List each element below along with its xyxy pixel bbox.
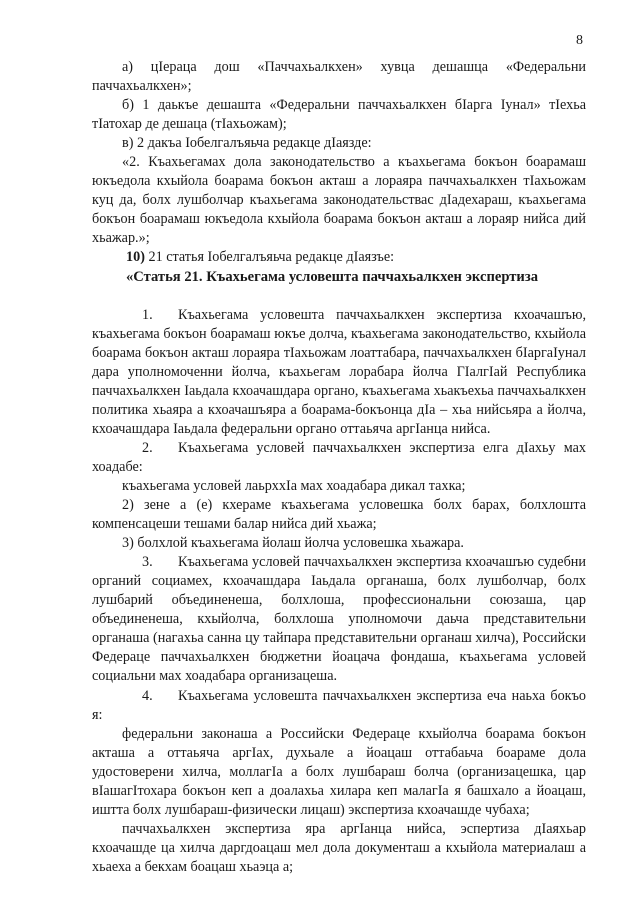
item-2-subitem-3: 3) болхлой къахьегама йолаш йолча условешка хьажара. (122, 535, 464, 552)
article-heading: «Статья 21. Къахьегама условешта паччахьалкхен экспертиза (126, 268, 538, 285)
item-3 (92, 553, 586, 686)
item-2-number: 2. (142, 439, 153, 456)
item-2-text: Къахьегама условей паччахьалкхен экспертиза елга дIахьу мах хоадабе: (92, 439, 586, 475)
paragraph-v: в) 2 дакъа Iобелгалъяьча редакце дIаязде: (122, 135, 372, 152)
item-1-number: 1. (142, 306, 153, 323)
item-1-text: Къахьегама условешта паччахьалкхен экспертиза кхоачашъю, къахьегама бокъон боарамаш юкъе долча, къахьегама законодательство, кхыйола боарама бокъон акташ лораяра тIахьожам лоаттабара, паччахьалкхен бIаргаIунал дара уполномоченни йолча, къахьегам лорабара йолча ГIалгIай Республика паччахьалкхен Iаьдала кхоачашдара органо, къахьегама хьакъехьа паччахьалкхен политика хьаяра а кхоачашъяра а боарама-бокъонца дIа – хьа нийсьяра а йолча, кхоачашдара Iаьдала федеральни органо оттаьяча аргIанца нийса. (92, 306, 586, 437)
paragraph-10-number: 10) (126, 249, 145, 266)
page-number: 8 (576, 33, 583, 48)
paragraph-b: б) 1 даькъе дешашта «Федеральни паччахьалкхен бIарга Iунал» тIехьа тIатохар де дешаца (тIахьожам); (92, 97, 586, 133)
document-body (92, 58, 586, 877)
paragraph-a: а) цIераца дош «Паччахьалкхен» хувца дешашца «Федеральни паччахьалкхен»; (92, 59, 586, 95)
item-4-subitem-2: паччахьалкхен экспертиза яра аргIанца нийса, эспертиза дIаяхьар кхоачашде ца хилча даргдоацаш мел дола документаш а кхыйола материалаш а хьаеха а бекхам боацаш хьаэца а; (92, 820, 586, 875)
item-2-subitem-2: 2) зене а (е) кхераме къахьегама условешка болх барах, болхлошта компенсацеши тешами балар нийса дий хьажа; (92, 497, 586, 533)
spacer (92, 287, 586, 306)
item-4-text: Къахьегама условешта паччахьалкхен экспертиза еча наьха бокъо я: (92, 687, 586, 723)
item-3-text: Къахьегама условей паччахьалкхен экспертиза кхоачашъю судебни органий социамех, кхоачашдара Iаьдала органаша, болх лушболчар, болх лушбарий объединенеша, болхлоша, профессиональни союзаша, цар объединенеша, кхыйолча, болхлоша уполномочи даьча представительни органаша (нагахьа санна цу тайпара представительни органаш хилча), Российски Федераце паччахьалкхен бюджетни йоацача фондаша, къахьегама условей социальни мах хоадабара организацеша. (92, 554, 586, 685)
paragraph-10-text: 21 статья Iобелгалъяьча редакце дIаязъе: (144, 249, 395, 266)
item-2 (92, 439, 586, 477)
item-4 (92, 687, 586, 725)
item-4-number: 4. (142, 687, 153, 704)
paragraph-quote-2: «2. Къахьегамах дола законодательство а къахьегама бокъон боарамаш юкъедола кхыйола боарама бокъон акташ а лораяра паччахьалкхен тIахьожам куц да, болх лушболчар къахьегама законодательствас дIадехараш, къахьегама бокъон боарамаш юкъедола кхыйола боарама бокъон акташ а лораяр нийса дий хьажар.»; (92, 154, 586, 247)
item-2-subitem-1: къахьегама условей лаьрххIа мах хоадабара дикал тахка; (122, 477, 466, 494)
item-3-number: 3. (142, 554, 153, 571)
item-4-subitem-1: федеральни законаша а Российски Федераце кхыйолча боарама бокъон акташа а оттаьяча аргIах, духьале а йоацаш оттабаьча боараме дола удостоверени хилча, моллагIа а болх лушбараш болча (организацешка, цар вIашагIтохара бокъон кеп а доалахьа хилара кеп малагIа я башхало а йоацаш, иштта болх лушбараш-физически лицаш) экспертиза кхоачашде чубаха; (92, 725, 586, 818)
item-1 (92, 306, 586, 439)
paragraph-10 (92, 248, 586, 267)
